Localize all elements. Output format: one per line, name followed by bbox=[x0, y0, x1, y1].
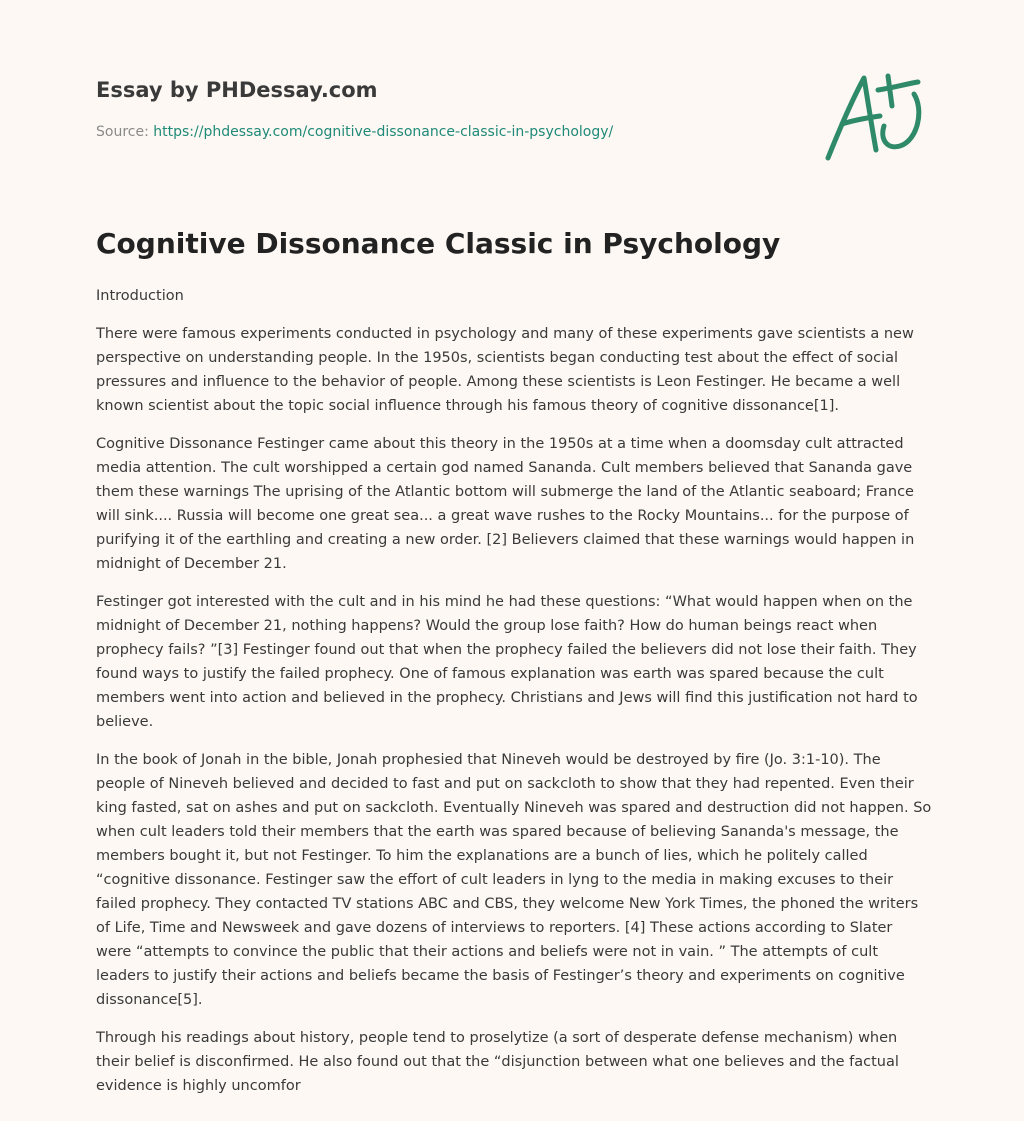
paragraph: Introduction bbox=[96, 288, 184, 304]
paragraph: Festinger got interested with the cult and in his mind he had these questions: “What would happen when on the midnight of December 21, nothing happens? Would the group lose faith? How do human beings react when prophecy fails? ”[3] Festinger found out that when the prophecy failed the believers did not lose their faith. They found ways to justify the failed prophecy. One of famous explanation was earth was spared because the cult members went into action and believed in the prophecy. Christians and Jews will find this justification not hard to believe. bbox=[96, 594, 918, 730]
brand-title: Essay by PHDessay.com bbox=[96, 78, 378, 102]
source-label: Source: bbox=[96, 124, 154, 140]
paragraph: Through his readings about history, people tend to proselytize (a sort of desperate defense mechanism) when their belief is disconfirmed. He also found out that the “disjunction between what one believes and the factual evidence is highly uncomfor bbox=[96, 1030, 899, 1094]
essay-body bbox=[96, 284, 932, 1112]
page-header bbox=[96, 74, 796, 142]
paragraph: There were famous experiments conducted in psychology and many of these experiments gave scientists a new perspective on understanding people. In the 1950s, scientists began conducting test about the effect of social pressures and influence to the behavior of people. Among these scientists is Leon Festinger. He became a well known scientist about the topic social influence through his famous theory of cognitive dissonance[1]. bbox=[96, 326, 914, 414]
paragraph: Cognitive Dissonance Festinger came about this theory in the 1950s at a time when a doomsday cult attracted media attention. The cult worshipped a certain god named Sananda. Cult members believed that Sananda gave them these warnings The uprising of the Atlantic bottom will submerge the land of the Atlantic seaboard; France will sink.... Russia will become one great sea... a great wave rushes to the Rocky Mountains... for the purpose of purifying it of the earthling and creating a new order. [2] Believers claimed that these warnings would happen in midnight of December 21. bbox=[96, 436, 915, 572]
source-link[interactable]: https://phdessay.com/cognitive-dissonance-classic-in-psychology/ bbox=[153, 124, 614, 140]
essay-title: Cognitive Dissonance Classic in Psychology bbox=[96, 227, 781, 260]
a-plus-logo-icon bbox=[818, 66, 930, 166]
paragraph: In the book of Jonah in the bible, Jonah prophesied that Nineveh would be destroyed by fire (Jo. 3:1-10). The people of Nineveh believed and decided to fast and put on sackcloth to show that they had repented. Even their king fasted, sat on ashes and put on sackcloth. Eventually Nineveh was spared and destruction did not happen. So when cult leaders told their members that the earth was spared because of believing Sananda's message, the members bought it, but not Festinger. To him the explanations are a bunch of lies, which he politely called “cognitive dissonance. Festinger saw the effort of cult leaders in lyng to the media in making excuses to their failed prophecy. They contacted TV stations ABC and CBS, they welcome New York Times, the phoned the writers of Life, Time and Newsweek and gave dozens of interviews to reporters. [4] These actions according to Slater were “attempts to convince the public that their actions and beliefs were not in vain. ” The attempts of cult leaders to justify their actions and beliefs became the basis of Festinger’s theory and experiments on cognitive dissonance[5]. bbox=[96, 752, 932, 1008]
source-line bbox=[96, 122, 796, 142]
